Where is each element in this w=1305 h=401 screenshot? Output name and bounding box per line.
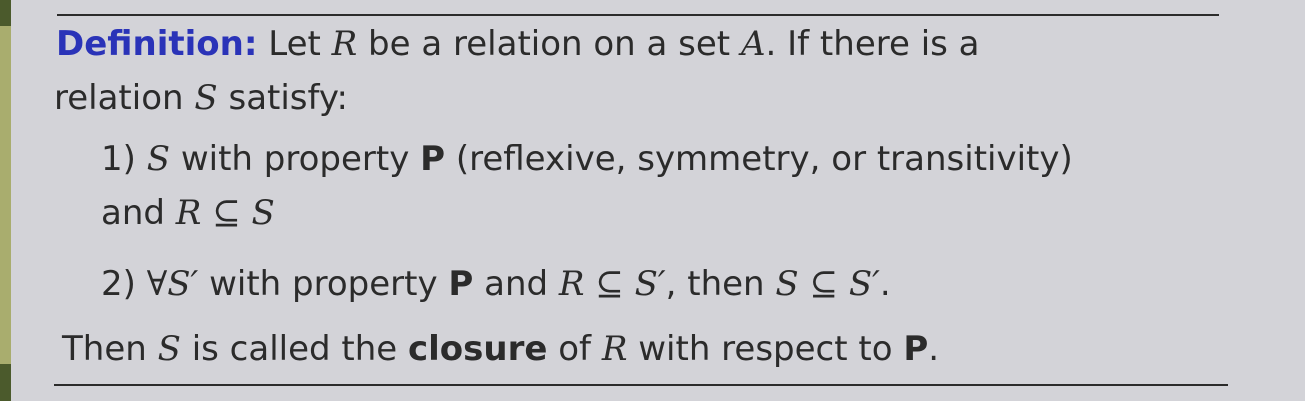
- property-p: P: [420, 139, 446, 179]
- condition-1-line-1: [101, 139, 1073, 179]
- var-s: S: [251, 193, 275, 233]
- closure-term: closure: [408, 329, 548, 369]
- property-p: P: [903, 329, 929, 369]
- definition-label: Definition:: [56, 24, 258, 64]
- text-segment: of: [547, 329, 602, 369]
- text-segment: Let: [257, 24, 332, 64]
- var-s-prime: S′: [848, 264, 880, 304]
- text-segment: .: [879, 264, 891, 304]
- definition-line-2: [54, 78, 348, 118]
- var-s: S: [775, 264, 799, 304]
- condition-2: [101, 264, 891, 304]
- text-segment: with respect to: [627, 329, 904, 369]
- var-s-prime: S′: [167, 264, 199, 304]
- side-bar-top-block: [0, 0, 11, 26]
- text-segment: is called the: [180, 329, 408, 369]
- var-a: A: [740, 24, 766, 64]
- var-r: R: [175, 193, 202, 233]
- var-s: S: [146, 139, 171, 179]
- conclusion-line: [62, 329, 939, 369]
- text-segment: with property: [198, 264, 449, 304]
- definition-bottom-rule: [54, 384, 1228, 386]
- var-s: S: [157, 329, 181, 369]
- definition-top-rule: [57, 14, 1219, 16]
- var-r: R: [558, 264, 585, 304]
- var-r: R: [331, 24, 358, 64]
- text-segment: . If there is a: [765, 24, 980, 64]
- var-s: S: [194, 78, 218, 118]
- text-segment: (reflexive, symmetry, or transitivity): [445, 139, 1073, 179]
- item-number: 1): [101, 139, 147, 179]
- var-s-prime: S′: [634, 264, 666, 304]
- text-segment: .: [928, 329, 940, 369]
- forall-symbol: ∀: [146, 264, 168, 304]
- side-bar-bottom-block: [0, 364, 11, 401]
- definition-line-1: [56, 24, 980, 64]
- subseteq-symbol: ⊆: [798, 264, 849, 304]
- text-segment: Then: [62, 329, 158, 369]
- text-segment: be a relation on a set: [357, 24, 741, 64]
- var-r: R: [601, 329, 628, 369]
- condition-1-line-2: [101, 193, 275, 233]
- item-number: 2): [101, 264, 147, 304]
- text-segment: and: [101, 193, 176, 233]
- slide-side-bar: [0, 0, 11, 401]
- subseteq-symbol: ⊆: [201, 193, 252, 233]
- text-segment: satisfy:: [217, 78, 348, 118]
- text-segment: relation: [54, 78, 195, 118]
- property-p: P: [448, 264, 474, 304]
- subseteq-symbol: ⊆: [584, 264, 635, 304]
- text-segment: with property: [170, 139, 421, 179]
- text-segment: , then: [665, 264, 776, 304]
- text-segment: and: [473, 264, 559, 304]
